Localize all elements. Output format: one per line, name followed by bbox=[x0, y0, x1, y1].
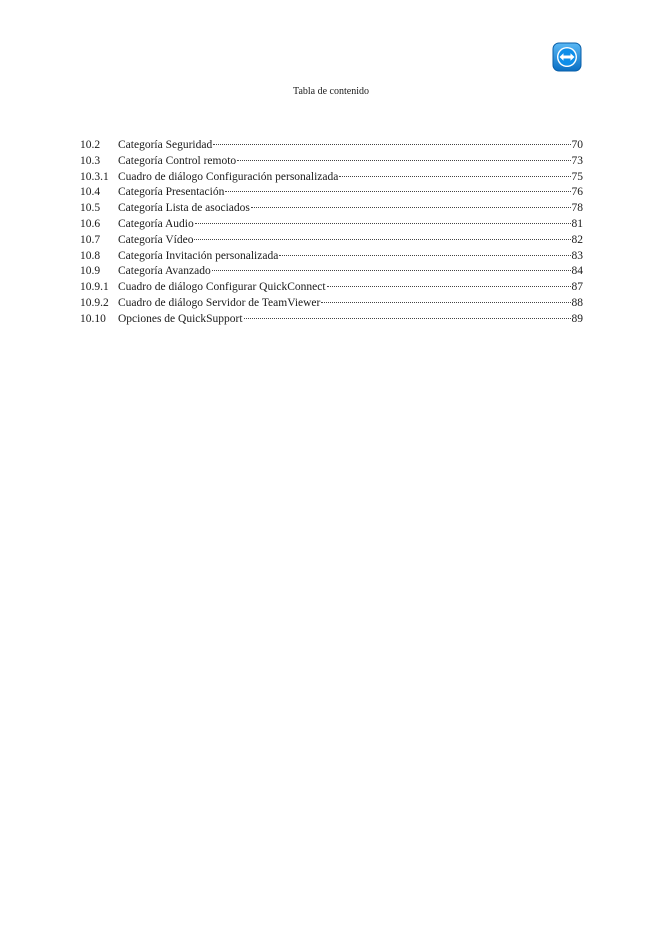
toc-entry[interactable] bbox=[80, 154, 583, 170]
table-of-contents bbox=[80, 138, 583, 328]
toc-page-number: 82 bbox=[571, 233, 583, 246]
toc-title: Categoría Vídeo bbox=[118, 233, 194, 246]
toc-entry[interactable] bbox=[80, 217, 583, 233]
toc-title: Cuadro de diálogo Configuración personalizada bbox=[118, 170, 339, 183]
toc-page-number: 83 bbox=[571, 249, 583, 262]
toc-entry[interactable] bbox=[80, 170, 583, 186]
toc-page-number: 84 bbox=[571, 265, 583, 278]
toc-number: 10.10 bbox=[80, 312, 106, 325]
toc-page-number: 88 bbox=[571, 296, 583, 309]
toc-leader-dots bbox=[339, 176, 570, 177]
toc-number: 10.7 bbox=[80, 233, 101, 246]
page-title: Tabla de contenido bbox=[293, 86, 369, 97]
teamviewer-logo-icon bbox=[552, 42, 582, 72]
toc-title: Cuadro de diálogo Servidor de TeamViewer bbox=[118, 296, 321, 309]
toc-entry[interactable] bbox=[80, 249, 583, 265]
toc-page-number: 89 bbox=[571, 312, 583, 325]
toc-entry[interactable] bbox=[80, 185, 583, 201]
toc-page-number: 81 bbox=[571, 217, 583, 230]
toc-leader-dots bbox=[225, 191, 570, 192]
toc-number: 10.9.1 bbox=[80, 281, 109, 294]
toc-entry[interactable] bbox=[80, 296, 583, 312]
toc-entry[interactable] bbox=[80, 138, 583, 154]
toc-page-number: 76 bbox=[571, 186, 583, 199]
toc-leader-dots bbox=[251, 207, 571, 208]
toc-leader-dots bbox=[213, 144, 570, 145]
toc-page-number: 87 bbox=[571, 281, 583, 294]
toc-leader-dots bbox=[194, 239, 570, 240]
toc-entry[interactable] bbox=[80, 233, 583, 249]
toc-number: 10.2 bbox=[80, 139, 101, 151]
toc-leader-dots bbox=[244, 318, 571, 319]
toc-entry[interactable] bbox=[80, 280, 583, 296]
toc-number: 10.3 bbox=[80, 154, 101, 167]
toc-number: 10.6 bbox=[80, 217, 101, 230]
toc-title: Categoría Avanzado bbox=[118, 265, 211, 278]
toc-title: Cuadro de diálogo Configurar QuickConnect bbox=[118, 281, 326, 294]
toc-page-number: 78 bbox=[571, 202, 583, 215]
toc-number: 10.8 bbox=[80, 249, 101, 262]
toc-number: 10.3.1 bbox=[80, 170, 109, 183]
toc-title: Categoría Audio bbox=[118, 217, 194, 230]
toc-page-number: 73 bbox=[571, 154, 583, 167]
toc-title: Categoría Control remoto bbox=[118, 154, 237, 167]
toc-page-number: 70 bbox=[571, 139, 583, 151]
toc-title: Categoría Lista de asociados bbox=[118, 202, 250, 215]
toc-title: Opciones de QuickSupport bbox=[118, 312, 243, 325]
toc-page-number: 75 bbox=[571, 170, 583, 183]
toc-leader-dots bbox=[237, 160, 570, 161]
toc-title: Categoría Seguridad bbox=[118, 139, 213, 151]
toc-leader-dots bbox=[195, 223, 571, 224]
toc-title: Categoría Invitación personalizada bbox=[118, 249, 279, 262]
toc-leader-dots bbox=[327, 286, 571, 287]
toc-leader-dots bbox=[321, 302, 570, 303]
toc-number: 10.9 bbox=[80, 265, 101, 278]
toc-number: 10.4 bbox=[80, 186, 101, 199]
toc-entry[interactable] bbox=[80, 264, 583, 280]
toc-leader-dots bbox=[212, 270, 571, 271]
toc-leader-dots bbox=[279, 255, 570, 256]
toc-title: Categoría Presentación bbox=[118, 186, 225, 199]
toc-number: 10.9.2 bbox=[80, 296, 109, 309]
toc-number: 10.5 bbox=[80, 202, 101, 215]
toc-entry[interactable] bbox=[80, 201, 583, 217]
toc-entry[interactable] bbox=[80, 312, 583, 328]
